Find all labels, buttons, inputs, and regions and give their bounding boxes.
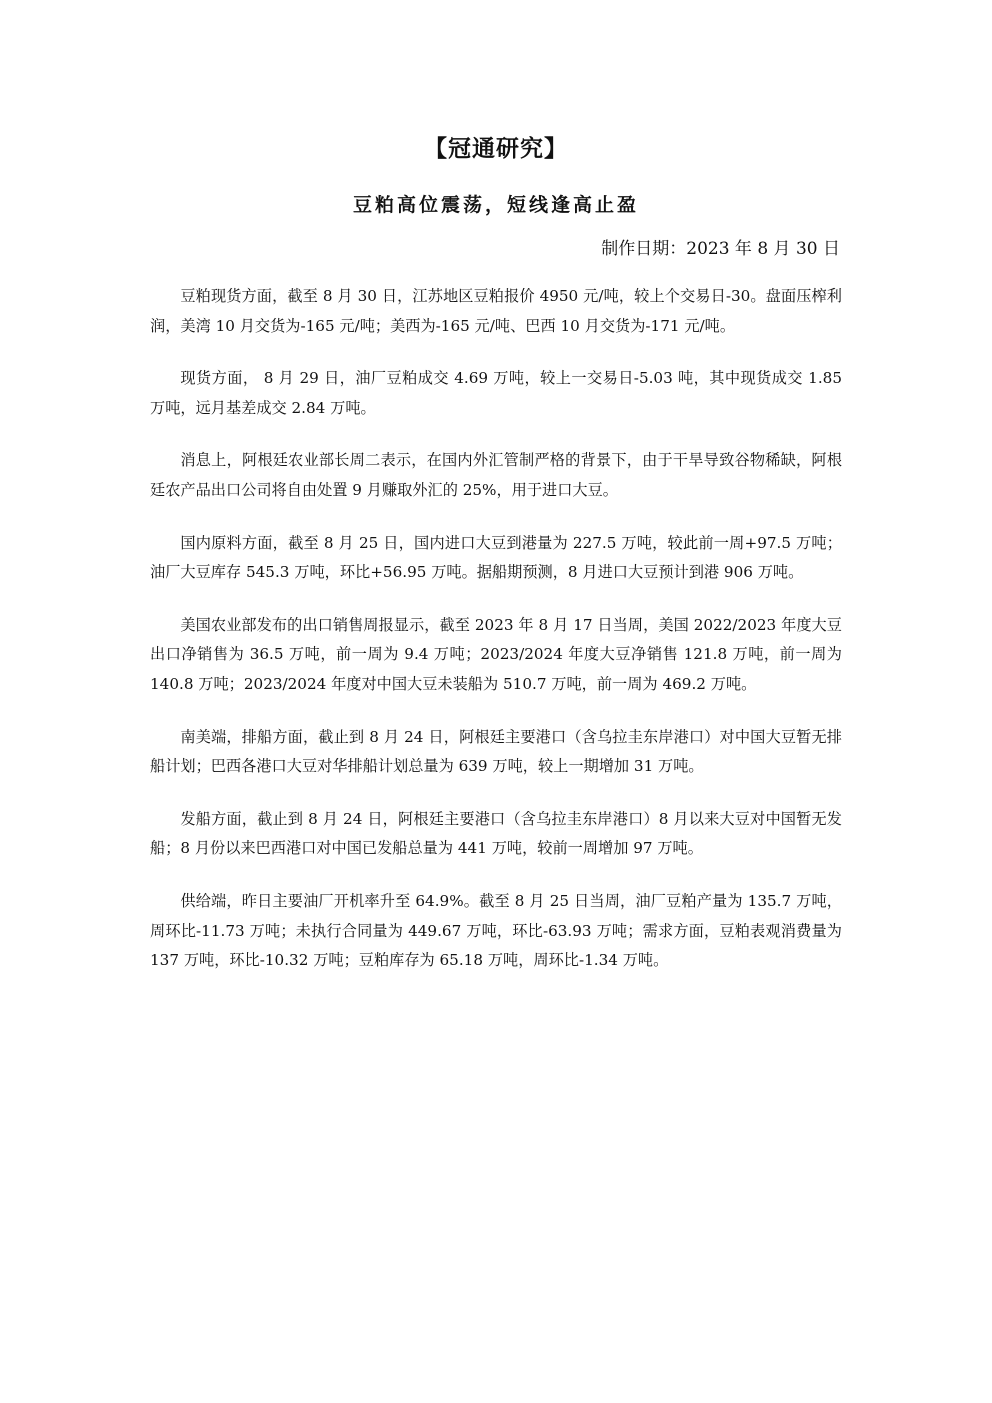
paragraph-news: 消息上，阿根廷农业部长周二表示，在国内外汇管制严格的背景下，由于干旱导致谷物稀缺，阿根廷农产品出口公司将自由处置 9 月赚取外汇的 25%，用于进口大豆。 [150,451,842,499]
report-body [150,282,842,999]
paragraph-usda-export: 美国农业部发布的出口销售周报显示，截至 2023 年 8 月 17 日当周，美国 2022/2023 年度大豆出口净销售为 36.5 万吨，前一周为 9.4 万吨；2023/2024 年度大豆净销售 121.8 万吨，前一周为 140.8 万吨；2023/2024 年度对中国大豆未装船为 510.7 万吨，前一周为 469.2 万吨。 [150,615,842,693]
brand-header: 【冠通研究】 [424,135,568,162]
paragraph-south-america-scheduling: 南美端，排船方面，截止到 8 月 24 日，阿根廷主要港口（含乌拉圭东岸港口）对中国大豆暂无排船计划；巴西各港口大豆对华排船计划总量为 639 万吨，较上一期增加 31 万吨。 [150,727,842,776]
paragraph-spot-trading: 现货方面， 8 月 29 日，油厂豆粕成交 4.69 万吨，较上一交易日-5.03 吨，其中现货成交 1.85 万吨，远月基差成交 2.84 万吨。 [150,369,842,417]
paragraph-raw-materials: 国内原料方面，截至 8 月 25 日，国内进口大豆到港量为 227.5 万吨，较此前一周+97.5 万吨；油厂大豆库存 545.3 万吨，环比+56.95 万吨。据船期预测，8 月进口大豆预计到港 906 万吨。 [150,533,842,582]
report-title: 豆粕高位震荡，短线逢高止盈 [352,194,639,216]
report-date: 制作日期：2023 年 8 月 30 日 [601,239,840,259]
paragraph-shipments: 发船方面，截止到 8 月 24 日，阿根廷主要港口（含乌拉圭东岸港口）8 月以来大豆对中国暂无发船；8 月份以来巴西港口对中国已发船总量为 441 万吨，较前一周增加 97 万吨。 [150,809,842,858]
paragraph-spot-price: 豆粕现货方面，截至 8 月 30 日，江苏地区豆粕报价 4950 元/吨，较上个交易日-30。盘面压榨利润，美湾 10 月交货为-165 元/吨；美西为-165 元/吨、巴西 10 月交货为-171 元/吨。 [150,287,842,335]
paragraph-supply-demand: 供给端，昨日主要油厂开机率升至 64.9%。截至 8 月 25 日当周，油厂豆粕产量为 135.7 万吨，周环比-11.73 万吨；未执行合同量为 449.67 万吨，环比-63.93 万吨；需求方面，豆粕表观消费量为 137 万吨，环比-10.32 万吨；豆粕库存为 65.18 万吨，周环比-1.34 万吨。 [150,891,842,970]
